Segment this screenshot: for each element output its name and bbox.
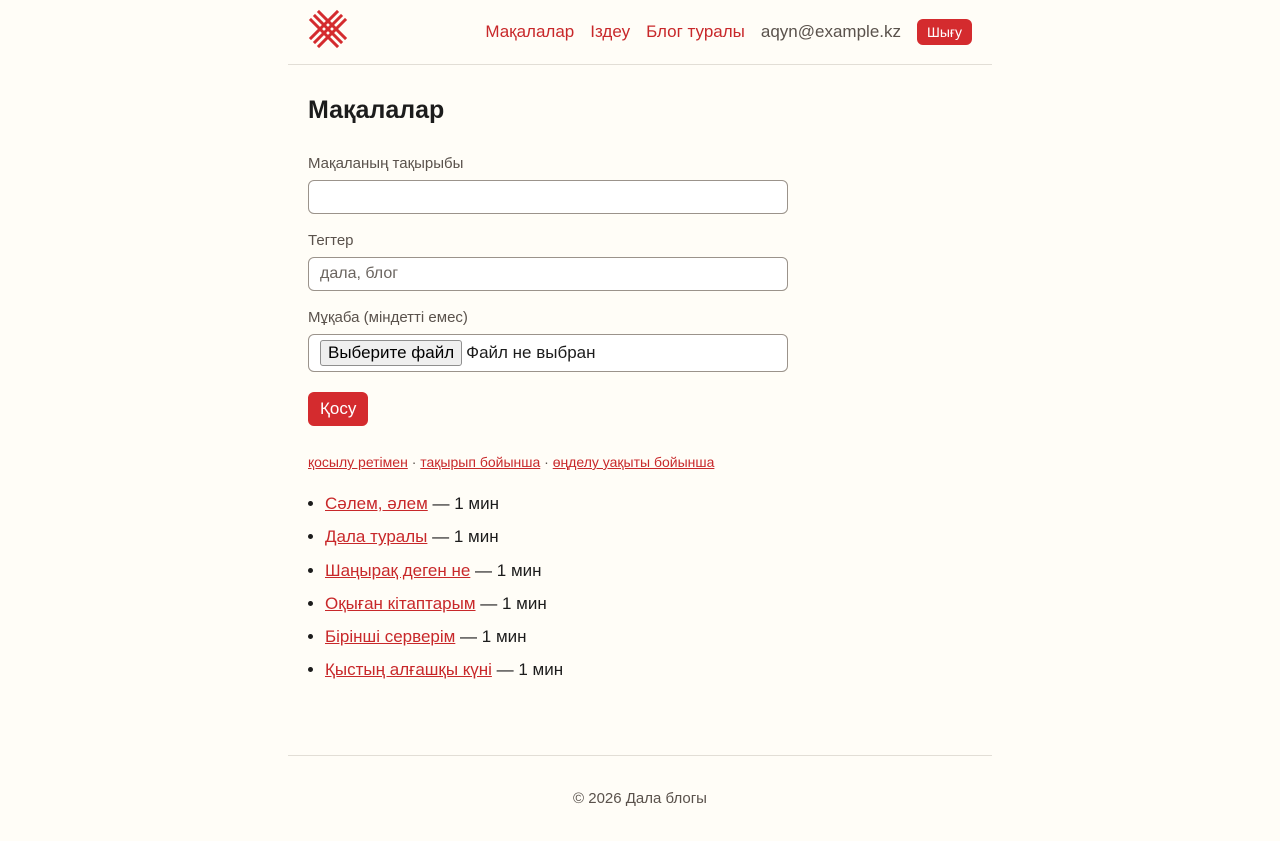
article-link[interactable]: Оқыған кітаптарым: [325, 593, 476, 613]
nav-about-link[interactable]: Блог туралы: [646, 22, 745, 41]
file-status-text: Файл не выбран: [466, 343, 596, 362]
article-link[interactable]: Қыстың алғашқы күні: [325, 660, 492, 680]
sort-by-edited-link[interactable]: өңделу уақыты бойынша: [552, 454, 715, 470]
sort-by-title-link[interactable]: тақырып бойынша: [420, 454, 541, 470]
sort-separator: ·: [544, 454, 549, 470]
tags-input[interactable]: [308, 257, 788, 291]
list-item: [325, 658, 972, 691]
list-item: [325, 625, 972, 658]
list-item: [325, 559, 972, 592]
nav-search-link[interactable]: Іздеу: [590, 22, 631, 41]
add-article-button[interactable]: Қосу: [308, 392, 368, 426]
ornament-icon: [308, 9, 348, 49]
article-read-time: — 1 мин: [475, 593, 547, 613]
page-title: Мақалалар: [308, 96, 445, 124]
nav-articles-link[interactable]: Мақалалар: [485, 22, 575, 41]
main-nav: [485, 19, 972, 45]
logo-link[interactable]: [308, 9, 348, 49]
article-read-time: — 1 мин: [470, 560, 542, 580]
copyright-text: © 2026 Дала блогы: [573, 790, 707, 807]
article-link[interactable]: Дала туралы: [325, 527, 428, 547]
list-item: [325, 492, 972, 525]
user-email: aqyn@example.kz: [760, 22, 901, 41]
article-link[interactable]: Бірінші серверім: [325, 627, 456, 647]
list-item: [325, 592, 972, 625]
title-field-label: Мақаланың тақырыбы: [308, 155, 464, 172]
cover-field-label: Мұқаба (міндетті емес): [308, 309, 468, 326]
sort-by-added-link[interactable]: қосылу ретімен: [308, 454, 408, 470]
logout-button[interactable]: Шығу: [917, 19, 972, 45]
article-link[interactable]: Шаңырақ деген не: [325, 560, 471, 580]
article-list: [308, 492, 972, 692]
article-link[interactable]: Сәлем, әлем: [325, 494, 428, 513]
tags-field-label: Тегтер: [308, 232, 354, 249]
article-read-time: — 1 мин: [491, 660, 564, 680]
sort-separator: ·: [411, 454, 417, 470]
cover-file-input[interactable]: [308, 334, 788, 372]
sort-options: [308, 454, 972, 470]
site-footer: [288, 755, 992, 841]
choose-file-button[interactable]: Выберите файл: [320, 340, 462, 366]
article-read-time: — 1 мин: [455, 627, 527, 647]
main-content: [288, 65, 992, 692]
article-read-time: — 1 мин: [427, 494, 499, 513]
title-input[interactable]: [308, 180, 788, 214]
page-container: [288, 0, 992, 807]
list-item: [325, 525, 972, 558]
article-read-time: — 1 мин: [427, 527, 499, 547]
site-header: [288, 0, 992, 65]
new-article-form: [308, 155, 972, 426]
